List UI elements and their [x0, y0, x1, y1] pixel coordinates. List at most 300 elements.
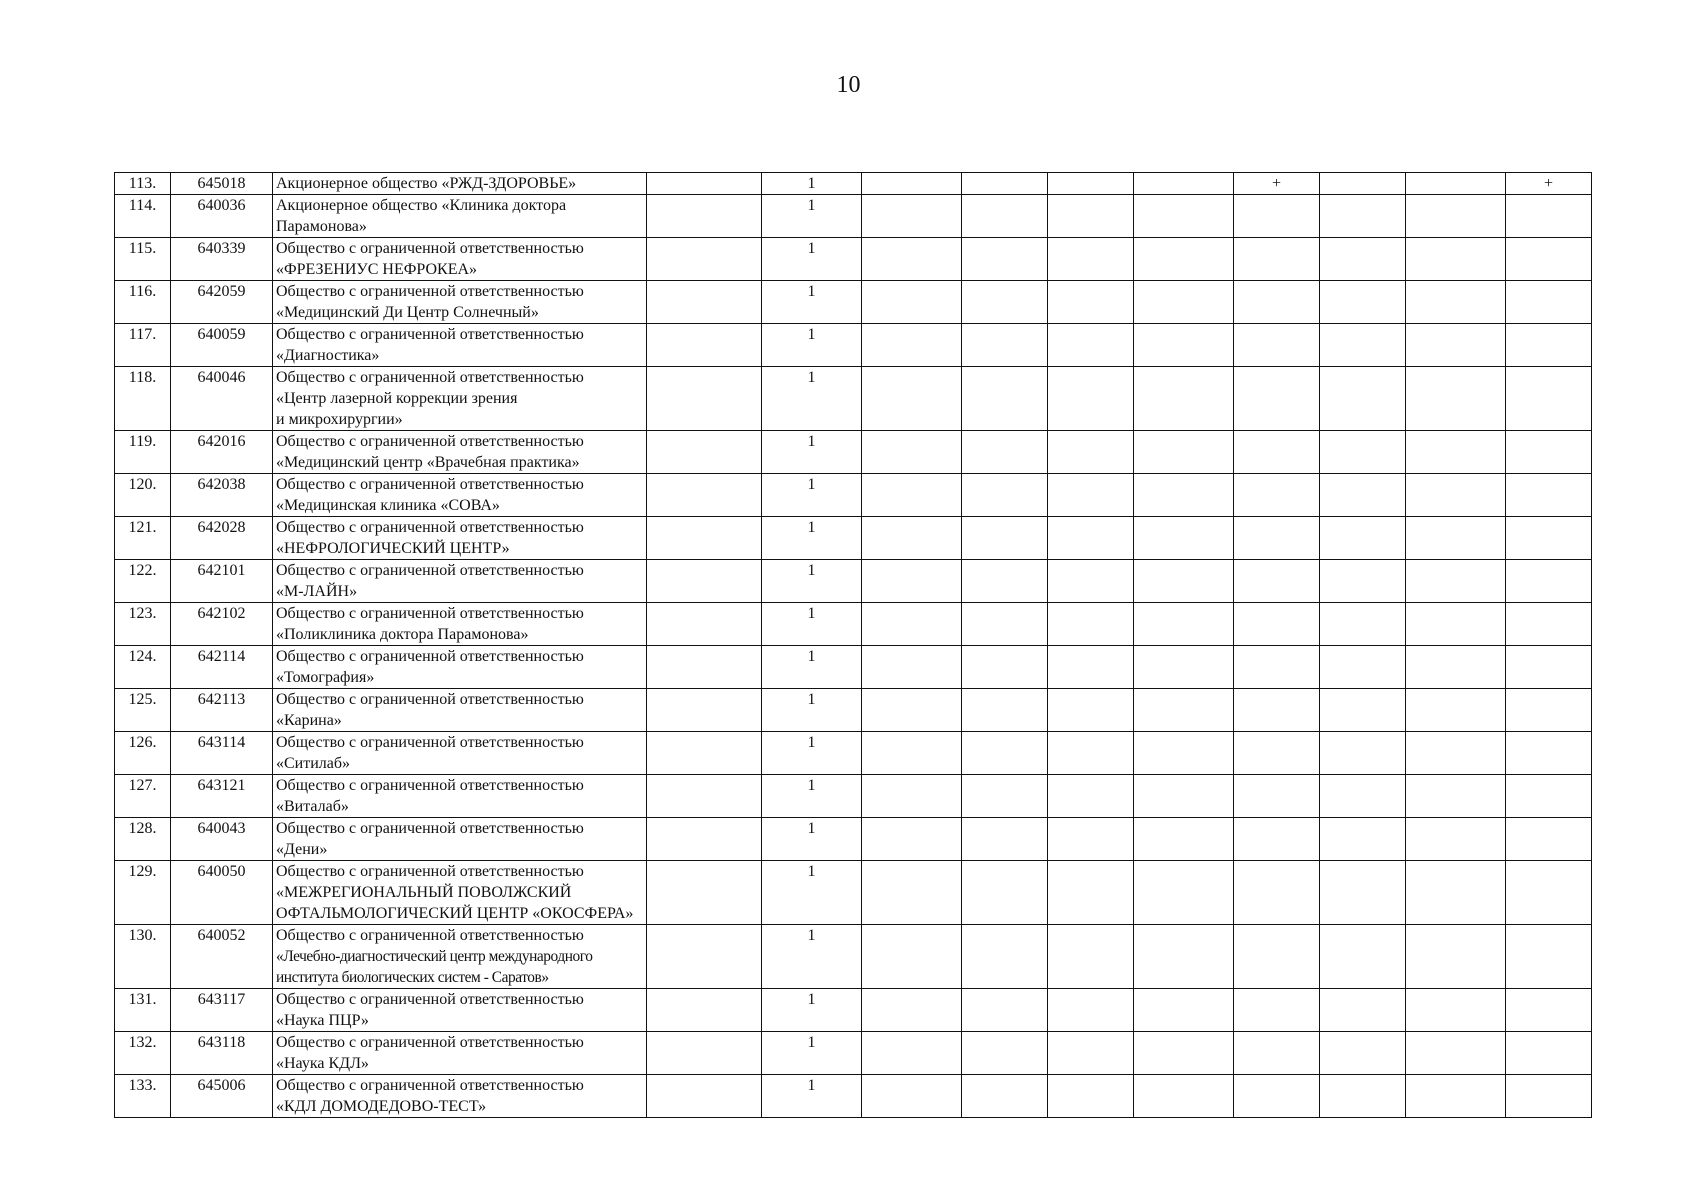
- empty-cell: [1134, 818, 1234, 861]
- organization-name-line: Общество с ограниченной ответственностью: [276, 991, 584, 1008]
- empty-cell: [862, 238, 962, 281]
- registry-code: 640036: [171, 195, 273, 238]
- organization-name-line: «Медицинский Ди Центр Солнечный»: [276, 304, 539, 321]
- row-number: 122.: [115, 560, 171, 603]
- organization-name-line: «Карина»: [276, 712, 342, 729]
- empty-cell: [1234, 195, 1320, 238]
- count-cell: 1: [762, 1075, 862, 1118]
- row-number: 133.: [115, 1075, 171, 1118]
- empty-cell: [1406, 989, 1506, 1032]
- empty-cell: [862, 1032, 962, 1075]
- empty-cell: [1048, 517, 1134, 560]
- organization-name-line: института биологических систем - Саратов»: [276, 969, 549, 986]
- empty-cell: [1406, 1075, 1506, 1118]
- empty-cell: [1320, 367, 1406, 431]
- row-number: 113.: [115, 173, 171, 195]
- empty-cell: [1506, 818, 1592, 861]
- organization-name-line: «Центр лазерной коррекции зрения: [276, 390, 518, 407]
- empty-cell: [1048, 925, 1134, 989]
- empty-cell: [962, 646, 1048, 689]
- empty-cell: [1134, 989, 1234, 1032]
- empty-cell: [1048, 474, 1134, 517]
- empty-cell: [862, 195, 962, 238]
- empty-cell: [647, 560, 762, 603]
- organization-name: [273, 603, 647, 646]
- empty-cell: [962, 431, 1048, 474]
- empty-cell: [1234, 1075, 1320, 1118]
- empty-cell: [962, 173, 1048, 195]
- row-number: 118.: [115, 367, 171, 431]
- organization-name-line: «Поликлиника доктора Парамонова»: [276, 626, 529, 643]
- organization-name-line: «Наука КДЛ»: [276, 1055, 369, 1072]
- empty-cell: [962, 238, 1048, 281]
- organization-name-line: Общество с ограниченной ответственностью: [276, 433, 584, 450]
- empty-cell: [1048, 989, 1134, 1032]
- organization-name-line: «Лечебно-диагностический центр международного: [276, 948, 593, 965]
- empty-cell: [1406, 474, 1506, 517]
- count-cell: 1: [762, 517, 862, 560]
- organization-name-line: Общество с ограниченной ответственностью: [276, 519, 584, 536]
- count-cell: 1: [762, 689, 862, 732]
- empty-cell: [1506, 367, 1592, 431]
- empty-cell: [1134, 1032, 1234, 1075]
- empty-cell: [1320, 1075, 1406, 1118]
- empty-cell: [1134, 603, 1234, 646]
- table-row: [115, 474, 1592, 517]
- empty-cell: [962, 560, 1048, 603]
- organization-name-line: и микрохирургии»: [276, 411, 403, 428]
- organization-name-line: Общество с ограниченной ответственностью: [276, 562, 584, 579]
- empty-cell: [1234, 281, 1320, 324]
- registry-code: 640046: [171, 367, 273, 431]
- count-cell: 1: [762, 732, 862, 775]
- row-number: 126.: [115, 732, 171, 775]
- registry-code: 643114: [171, 732, 273, 775]
- empty-cell: [647, 1032, 762, 1075]
- organization-name: [273, 324, 647, 367]
- empty-cell: [1234, 818, 1320, 861]
- row-number: 127.: [115, 775, 171, 818]
- organization-name: [273, 238, 647, 281]
- table-row: [115, 281, 1592, 324]
- empty-cell: [1320, 732, 1406, 775]
- organization-name: [273, 431, 647, 474]
- empty-cell: [647, 989, 762, 1032]
- empty-cell: [647, 517, 762, 560]
- registry-code: 642016: [171, 431, 273, 474]
- organization-name-line: Общество с ограниченной ответственностью: [276, 605, 584, 622]
- empty-cell: [1134, 517, 1234, 560]
- empty-cell: [1320, 560, 1406, 603]
- row-number: 125.: [115, 689, 171, 732]
- empty-cell: [1506, 195, 1592, 238]
- organization-name: [273, 646, 647, 689]
- row-number: 114.: [115, 195, 171, 238]
- empty-cell: [862, 1075, 962, 1118]
- empty-cell: [1134, 431, 1234, 474]
- empty-cell: [1134, 560, 1234, 603]
- table-row: [115, 195, 1592, 238]
- empty-cell: [1506, 324, 1592, 367]
- organization-name-line: Общество с ограниченной ответственностью: [276, 283, 584, 300]
- plus-mark-cell: +: [1506, 173, 1592, 195]
- empty-cell: [1320, 431, 1406, 474]
- empty-cell: [862, 560, 962, 603]
- empty-cell: [1134, 238, 1234, 281]
- count-cell: 1: [762, 861, 862, 925]
- row-number: 117.: [115, 324, 171, 367]
- empty-cell: [1134, 861, 1234, 925]
- registry-code: 640050: [171, 861, 273, 925]
- organization-name: [273, 861, 647, 925]
- registry-code: 642038: [171, 474, 273, 517]
- organization-name-line: «Томография»: [276, 669, 375, 686]
- empty-cell: [1048, 818, 1134, 861]
- empty-cell: [1506, 517, 1592, 560]
- row-number: 132.: [115, 1032, 171, 1075]
- empty-cell: [862, 173, 962, 195]
- empty-cell: [962, 925, 1048, 989]
- table-row: [115, 818, 1592, 861]
- organization-name-line: «Медицинская клиника «СОВА»: [276, 497, 500, 514]
- empty-cell: [962, 1032, 1048, 1075]
- organization-name-line: Общество с ограниченной ответственностью: [276, 863, 584, 880]
- empty-cell: [962, 775, 1048, 818]
- empty-cell: [962, 603, 1048, 646]
- empty-cell: [1048, 281, 1134, 324]
- empty-cell: [1048, 324, 1134, 367]
- empty-cell: [862, 324, 962, 367]
- empty-cell: [1048, 431, 1134, 474]
- registry-code: 642114: [171, 646, 273, 689]
- empty-cell: [647, 367, 762, 431]
- table-row: [115, 1075, 1592, 1118]
- count-cell: 1: [762, 173, 862, 195]
- empty-cell: [1406, 560, 1506, 603]
- organization-name-line: Общество с ограниченной ответственностью: [276, 777, 584, 794]
- organization-name: [273, 367, 647, 431]
- organization-name-line: Общество с ограниченной ответственностью: [276, 240, 584, 257]
- empty-cell: [647, 195, 762, 238]
- empty-cell: [1320, 646, 1406, 689]
- empty-cell: [1048, 775, 1134, 818]
- empty-cell: [647, 603, 762, 646]
- empty-cell: [1048, 1075, 1134, 1118]
- count-cell: 1: [762, 818, 862, 861]
- registry-code: 643117: [171, 989, 273, 1032]
- row-number: 130.: [115, 925, 171, 989]
- empty-cell: [647, 925, 762, 989]
- empty-cell: [1506, 989, 1592, 1032]
- registry-code: 645006: [171, 1075, 273, 1118]
- empty-cell: [647, 324, 762, 367]
- count-cell: 1: [762, 989, 862, 1032]
- empty-cell: [962, 281, 1048, 324]
- empty-cell: [1048, 367, 1134, 431]
- empty-cell: [1406, 173, 1506, 195]
- organization-name-line: «Диагностика»: [276, 347, 380, 364]
- empty-cell: [1506, 732, 1592, 775]
- empty-cell: [1048, 732, 1134, 775]
- count-cell: 1: [762, 560, 862, 603]
- organization-name-line: Общество с ограниченной ответственностью: [276, 476, 584, 493]
- table-row: [115, 861, 1592, 925]
- empty-cell: [962, 861, 1048, 925]
- count-cell: 1: [762, 474, 862, 517]
- count-cell: 1: [762, 431, 862, 474]
- empty-cell: [862, 646, 962, 689]
- organization-name-line: «Дени»: [276, 841, 328, 858]
- table-row: [115, 517, 1592, 560]
- empty-cell: [1406, 367, 1506, 431]
- empty-cell: [1134, 324, 1234, 367]
- empty-cell: [1234, 603, 1320, 646]
- table-row: [115, 1032, 1592, 1075]
- organization-name: [273, 925, 647, 989]
- organization-name: [273, 195, 647, 238]
- empty-cell: [962, 1075, 1048, 1118]
- count-cell: 1: [762, 775, 862, 818]
- empty-cell: [647, 1075, 762, 1118]
- empty-cell: [1320, 1032, 1406, 1075]
- empty-cell: [1406, 238, 1506, 281]
- organization-name: [273, 517, 647, 560]
- empty-cell: [862, 925, 962, 989]
- table-row: [115, 989, 1592, 1032]
- empty-cell: [862, 431, 962, 474]
- empty-cell: [647, 474, 762, 517]
- empty-cell: [962, 195, 1048, 238]
- empty-cell: [1406, 925, 1506, 989]
- empty-cell: [862, 732, 962, 775]
- empty-cell: [1134, 732, 1234, 775]
- empty-cell: [1506, 474, 1592, 517]
- registry-code: 640059: [171, 324, 273, 367]
- empty-cell: [1234, 474, 1320, 517]
- registry-code: 642102: [171, 603, 273, 646]
- empty-cell: [1506, 1032, 1592, 1075]
- organization-name-line: Общество с ограниченной ответственностью: [276, 369, 584, 386]
- empty-cell: [1406, 689, 1506, 732]
- organization-name-line: Общество с ограниченной ответственностью: [276, 326, 584, 343]
- organization-name-line: Акционерное общество «РЖД-ЗДОРОВЬЕ»: [276, 175, 577, 192]
- table-row: [115, 173, 1592, 195]
- empty-cell: [1234, 732, 1320, 775]
- count-cell: 1: [762, 925, 862, 989]
- empty-cell: [962, 367, 1048, 431]
- empty-cell: [647, 775, 762, 818]
- empty-cell: [1406, 775, 1506, 818]
- table-row: [115, 324, 1592, 367]
- empty-cell: [1134, 173, 1234, 195]
- registry-code: 643118: [171, 1032, 273, 1075]
- row-number: 116.: [115, 281, 171, 324]
- empty-cell: [962, 474, 1048, 517]
- empty-cell: [647, 732, 762, 775]
- row-number: 123.: [115, 603, 171, 646]
- organization-name-line: «МЕЖРЕГИОНАЛЬНЫЙ ПОВОЛЖСКИЙ: [276, 884, 572, 901]
- empty-cell: [1320, 281, 1406, 324]
- empty-cell: [1320, 238, 1406, 281]
- empty-cell: [1134, 367, 1234, 431]
- empty-cell: [1234, 324, 1320, 367]
- row-number: 131.: [115, 989, 171, 1032]
- empty-cell: [1506, 238, 1592, 281]
- registry-code: 642101: [171, 560, 273, 603]
- empty-cell: [1406, 732, 1506, 775]
- table-row: [115, 925, 1592, 989]
- table-row: [115, 689, 1592, 732]
- count-cell: 1: [762, 238, 862, 281]
- empty-cell: [862, 689, 962, 732]
- organization-name: [273, 732, 647, 775]
- empty-cell: [1048, 861, 1134, 925]
- organization-name: [273, 775, 647, 818]
- row-number: 115.: [115, 238, 171, 281]
- count-cell: 1: [762, 1032, 862, 1075]
- empty-cell: [1134, 281, 1234, 324]
- registry-code: 640043: [171, 818, 273, 861]
- organization-name-line: Общество с ограниченной ответственностью: [276, 820, 584, 837]
- empty-cell: [1134, 775, 1234, 818]
- empty-cell: [862, 989, 962, 1032]
- empty-cell: [1320, 775, 1406, 818]
- row-number: 124.: [115, 646, 171, 689]
- organization-name-line: «КДЛ ДОМОДЕДОВО-ТЕСТ»: [276, 1098, 487, 1115]
- empty-cell: [1234, 861, 1320, 925]
- empty-cell: [1234, 989, 1320, 1032]
- table-row: [115, 646, 1592, 689]
- empty-cell: [647, 431, 762, 474]
- empty-cell: [962, 689, 1048, 732]
- registry-code: 645018: [171, 173, 273, 195]
- empty-cell: [647, 646, 762, 689]
- registry-code: 642059: [171, 281, 273, 324]
- organization-name: [273, 474, 647, 517]
- empty-cell: [1320, 989, 1406, 1032]
- empty-cell: [1506, 281, 1592, 324]
- plus-mark-cell: +: [1234, 173, 1320, 195]
- organization-name-line: Общество с ограниченной ответственностью: [276, 927, 584, 944]
- organization-name: [273, 689, 647, 732]
- empty-cell: [1320, 517, 1406, 560]
- count-cell: 1: [762, 281, 862, 324]
- empty-cell: [1234, 560, 1320, 603]
- empty-cell: [1406, 195, 1506, 238]
- empty-cell: [962, 324, 1048, 367]
- empty-cell: [862, 474, 962, 517]
- empty-cell: [647, 689, 762, 732]
- empty-cell: [862, 861, 962, 925]
- registry-table: [114, 172, 1592, 1118]
- empty-cell: [962, 989, 1048, 1032]
- organization-name-line: Общество с ограниченной ответственностью: [276, 691, 584, 708]
- empty-cell: [1320, 861, 1406, 925]
- empty-cell: [1320, 195, 1406, 238]
- empty-cell: [1048, 560, 1134, 603]
- empty-cell: [1506, 861, 1592, 925]
- empty-cell: [1406, 861, 1506, 925]
- empty-cell: [1234, 1032, 1320, 1075]
- empty-cell: [647, 861, 762, 925]
- empty-cell: [1320, 818, 1406, 861]
- empty-cell: [1320, 925, 1406, 989]
- organization-name: [273, 818, 647, 861]
- empty-cell: [1320, 689, 1406, 732]
- empty-cell: [1506, 431, 1592, 474]
- registry-code: 642028: [171, 517, 273, 560]
- empty-cell: [1406, 818, 1506, 861]
- empty-cell: [1506, 1075, 1592, 1118]
- row-number: 121.: [115, 517, 171, 560]
- empty-cell: [1134, 646, 1234, 689]
- empty-cell: [1048, 603, 1134, 646]
- empty-cell: [1234, 367, 1320, 431]
- empty-cell: [647, 281, 762, 324]
- empty-cell: [1406, 517, 1506, 560]
- table-row: [115, 238, 1592, 281]
- empty-cell: [1506, 925, 1592, 989]
- registry-code: 640052: [171, 925, 273, 989]
- empty-cell: [1048, 238, 1134, 281]
- organization-name-line: «Наука ПЦР»: [276, 1012, 369, 1029]
- empty-cell: [1048, 1032, 1134, 1075]
- count-cell: 1: [762, 195, 862, 238]
- registry-code: 642113: [171, 689, 273, 732]
- empty-cell: [1320, 474, 1406, 517]
- empty-cell: [1406, 1032, 1506, 1075]
- organization-name-line: Общество с ограниченной ответственностью: [276, 1034, 584, 1051]
- organization-name-line: «Виталаб»: [276, 798, 349, 815]
- organization-name-line: Акционерное общество «Клиника доктора: [276, 197, 567, 214]
- organization-name-line: «НЕФРОЛОГИЧЕСКИЙ ЦЕНТР»: [276, 540, 510, 557]
- empty-cell: [1134, 925, 1234, 989]
- empty-cell: [1406, 281, 1506, 324]
- count-cell: 1: [762, 646, 862, 689]
- organization-name-line: «Ситилаб»: [276, 755, 351, 772]
- table-row: [115, 431, 1592, 474]
- empty-cell: [862, 367, 962, 431]
- row-number: 128.: [115, 818, 171, 861]
- organization-name: [273, 989, 647, 1032]
- empty-cell: [1134, 689, 1234, 732]
- organization-name-line: Общество с ограниченной ответственностью: [276, 648, 584, 665]
- organization-name-line: Парамонова»: [276, 218, 367, 235]
- row-number: 119.: [115, 431, 171, 474]
- empty-cell: [647, 173, 762, 195]
- empty-cell: [862, 775, 962, 818]
- empty-cell: [1234, 517, 1320, 560]
- organization-name: [273, 173, 647, 195]
- empty-cell: [647, 818, 762, 861]
- organization-name-line: «ФРЕЗЕНИУС НЕФРОКЕА»: [276, 261, 478, 278]
- table-row: [115, 603, 1592, 646]
- empty-cell: [1320, 603, 1406, 646]
- organization-name: [273, 1032, 647, 1075]
- empty-cell: [1234, 689, 1320, 732]
- count-cell: 1: [762, 603, 862, 646]
- organization-name-line: «Медицинский центр «Врачебная практика»: [276, 454, 580, 471]
- empty-cell: [1320, 324, 1406, 367]
- empty-cell: [1134, 474, 1234, 517]
- table-row: [115, 367, 1592, 431]
- empty-cell: [1406, 324, 1506, 367]
- empty-cell: [1234, 238, 1320, 281]
- empty-cell: [1506, 775, 1592, 818]
- table-row: [115, 560, 1592, 603]
- empty-cell: [962, 732, 1048, 775]
- empty-cell: [1234, 775, 1320, 818]
